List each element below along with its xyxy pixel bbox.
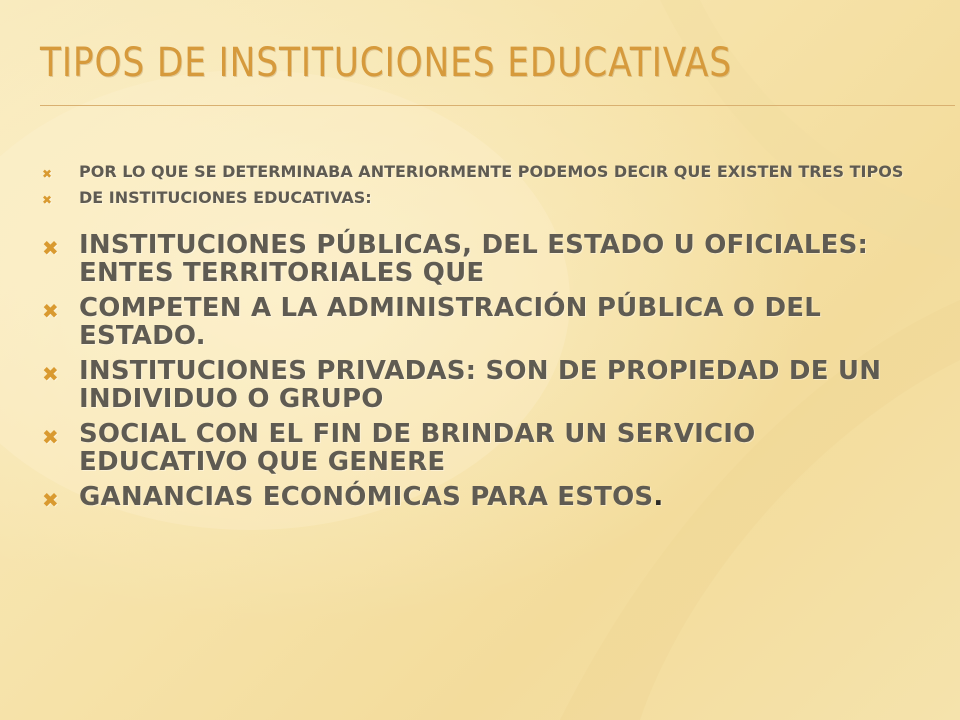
bullet-text: INSTITUCIONES PRIVADAS: SON DE PROPIEDAD DE UN INDIVIDUO O GRUPO: [79, 356, 882, 414]
x-mark-icon: ✖: [42, 488, 59, 512]
bullet-item: [40, 163, 920, 181]
bullet-text: SOCIAL CON EL FIN DE BRINDAR UN SERVICIO EDUCATIVO QUE GENERE: [79, 419, 756, 477]
x-mark-icon: ✖: [42, 299, 59, 323]
bullet-text: DE INSTITUCIONES EDUCATIVAS:: [79, 188, 372, 207]
bullet-period: .: [653, 482, 664, 512]
x-mark-icon: ✖: [42, 425, 59, 449]
x-mark-icon: ✖: [42, 167, 53, 181]
bullet-text: POR LO QUE SE DETERMINABA ANTERIORMENTE PODEMOS DECIR QUE EXISTEN TRES TIPOS: [79, 162, 904, 181]
bullet-item: [40, 357, 920, 413]
bullet-text: COMPETEN A LA ADMINISTRACIÓN PÚBLICA O DEL ESTADO.: [79, 293, 821, 351]
x-mark-icon: ✖: [42, 362, 59, 386]
bullet-item: [40, 420, 920, 476]
bullet-item: [40, 231, 920, 287]
bullet-item: [40, 189, 920, 207]
bullet-list: [40, 163, 920, 518]
x-mark-icon: ✖: [42, 193, 53, 207]
bullet-text: GANANCIAS ECONÓMICAS PARA ESTOS: [79, 482, 654, 512]
title-divider: [40, 105, 955, 106]
x-mark-icon: ✖: [42, 236, 59, 260]
bullet-text: INSTITUCIONES PÚBLICAS, DEL ESTADO U OFICIALES: ENTES TERRITORIALES QUE: [79, 230, 869, 288]
bullet-item: [40, 294, 920, 350]
bullet-item: [40, 483, 920, 511]
slide-title: TIPOS DE INSTITUCIONES EDUCATIVAS: [40, 40, 732, 86]
